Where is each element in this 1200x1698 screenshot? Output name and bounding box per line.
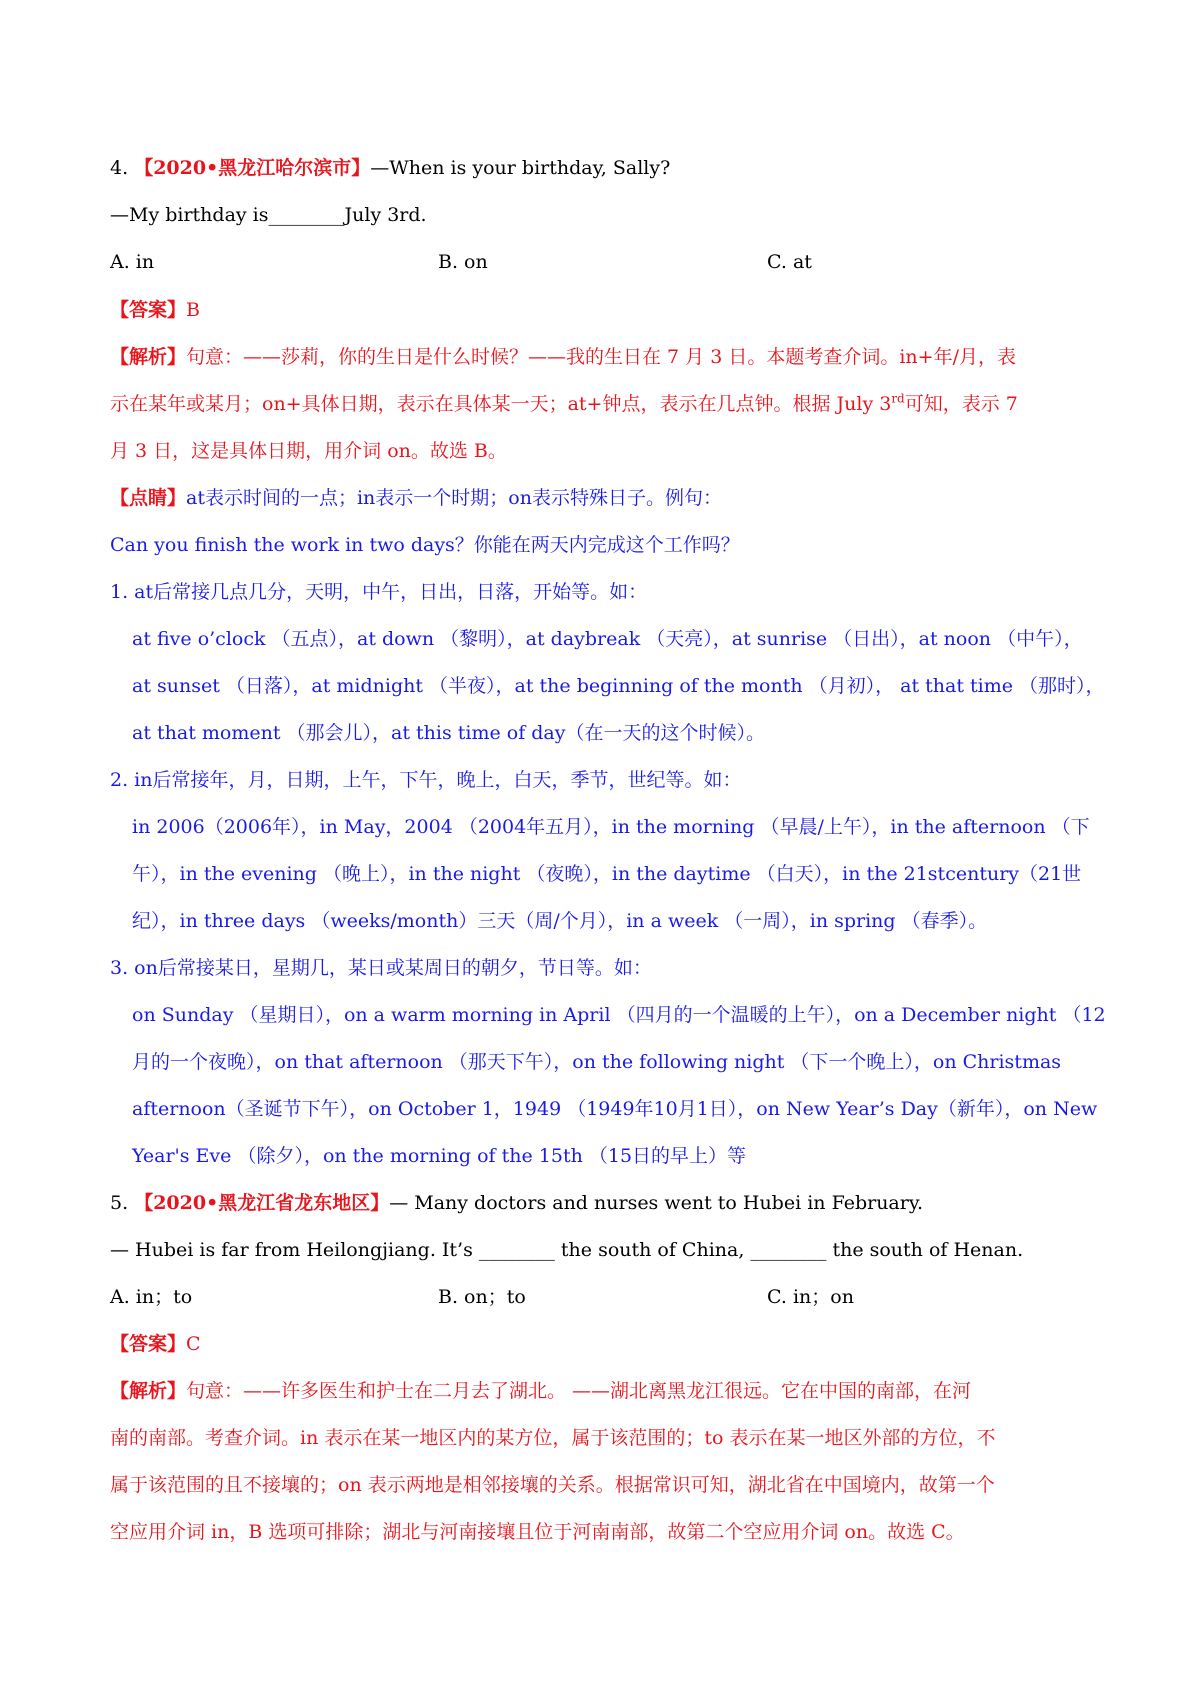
q4-analysis-line-1	[110, 345, 1016, 369]
q4-analysis-text-1: 句意：——莎莉，你的生日是什么时候？——我的生日在 7 月 3 日。本题考查介词。in+年/月，表	[186, 346, 1016, 368]
q5-question: — Many doctors and nurses went to Hubei in February.	[389, 1192, 924, 1214]
q4-answer-value: B	[186, 299, 200, 321]
on-examples-3: afternoon（圣诞节下午），on October 1，1949 （1949年10月1日），on New Year’s Day（新年），on New	[132, 1098, 1098, 1120]
q5-number: 5.	[110, 1192, 129, 1214]
q5-option-b: B. on；to	[438, 1286, 526, 1308]
q4-tip-text: at表示时间的一点；in表示一个时期；on表示特殊日子。例句：	[186, 487, 722, 509]
q5-answer-value: C	[186, 1333, 201, 1355]
q5-analysis-line-1	[110, 1379, 971, 1403]
in-examples-3: 纪），in three days （weeks/month）三天（周/个月），in a week （一周），in spring （春季）。	[132, 910, 988, 932]
q4-option-c: C. at	[767, 251, 812, 273]
q5-answer	[110, 1332, 201, 1356]
q4-analysis-line-2	[110, 392, 1018, 416]
in-heading: 2. in后常接年，月，日期，上午，下午，晚上，白天，季节，世纪等。如：	[110, 769, 742, 791]
in-examples-2: 午），in the evening （晚上），in the night （夜晚），in the daytime （白天），in the 21stcentury（21世	[132, 863, 1082, 885]
on-heading: 3. on后常接某日，星期几，某日或某周日的朝夕，节日等。如：	[110, 957, 652, 979]
at-examples-2: at sunset （日落），at midnight （半夜），at the beginning of the month （月初）， at that time （那时），	[132, 675, 1105, 697]
q4-number: 4.	[110, 157, 129, 179]
on-examples-4: Year's Eve （除夕），on the morning of the 15th （15日的早上）等	[132, 1145, 747, 1167]
q4-analysis-superscript: rd	[891, 391, 905, 406]
q5-option-c: C. in；on	[767, 1286, 854, 1308]
q5-analysis-label: 【解析】	[110, 1380, 187, 1402]
q5-answer-label: 【答案】	[110, 1333, 187, 1355]
q4-example: Can you finish the work in two days？你能在两天内完成这个工作吗？	[110, 534, 740, 556]
q4-analysis-label: 【解析】	[110, 346, 187, 368]
q5-analysis-text-1: 句意：——许多医生和护士在二月去了湖北。 ——湖北离黑龙江很远。它在中国的南部，在河	[186, 1380, 972, 1402]
q5-answer-line: — Hubei is far from Heilongjiang. It’s ________ the south of China, ________ the south of Henan.	[110, 1239, 1024, 1261]
q4-option-b: B. on	[438, 251, 488, 273]
q4-analysis-line-3: 月 3 日，这是具体日期，用介词 on。故选 B。	[110, 440, 507, 462]
q4-question-line	[110, 156, 670, 180]
q4-source: 【2020•黑龙江哈尔滨市】	[134, 157, 371, 179]
q4-answer-label: 【答案】	[110, 299, 187, 321]
q4-option-a: A. in	[110, 251, 155, 273]
in-examples-1: in 2006（2006年），in May，2004 （2004年五月），in the morning （早晨/上午），in the afternoon （下	[132, 816, 1090, 838]
q4-answer-line: —My birthday is________July 3rd.	[110, 204, 427, 226]
q5-analysis-line-3: 属于该范围的且不接壤的；on 表示两地是相邻接壤的关系。根据常识可知，湖北省在中国境内，故第一个	[110, 1474, 995, 1496]
q4-analysis-text-2a: 示在某年或某月；on+具体日期，表示在具体某一天；at+钟点，表示在几点钟。根据 July 3	[110, 393, 892, 415]
q4-question: —When is your birthday, Sally?	[370, 157, 671, 179]
q5-analysis-line-4: 空应用介词 in，B 选项可排除；湖北与河南接壤且位于河南南部，故第二个空应用介词 on。故选 C。	[110, 1521, 965, 1543]
on-examples-1: on Sunday （星期日），on a warm morning in April （四月的一个温暖的上午），on a December night （12	[132, 1004, 1106, 1026]
q4-answer	[110, 298, 200, 322]
q5-option-a: A. in；to	[110, 1286, 193, 1308]
q5-analysis-line-2: 南的南部。考查介词。in 表示在某一地区内的某方位，属于该范围的；to 表示在某一地区外部的方位，不	[110, 1427, 996, 1449]
q4-tip-line	[110, 486, 722, 510]
q5-source: 【2020•黑龙江省龙东地区】	[134, 1192, 390, 1214]
q5-question-line	[110, 1191, 923, 1215]
q4-tip-label: 【点睛】	[110, 487, 187, 509]
on-examples-2: 月的一个夜晚），on that afternoon （那天下午），on the following night （下一个晚上），on Christmas	[132, 1051, 1062, 1073]
at-examples-3: at that moment （那会儿），at this time of day（在一天的这个时候）。	[132, 722, 765, 744]
at-heading: 1. at后常接几点几分，天明，中午，日出，日落，开始等。如：	[110, 581, 648, 603]
q4-analysis-text-2b: 可知，表示 7	[904, 393, 1018, 415]
at-examples-1: at five o’clock （五点），at down （黎明），at daybreak （天亮），at sunrise （日出），at noon （中午），	[132, 628, 1083, 650]
